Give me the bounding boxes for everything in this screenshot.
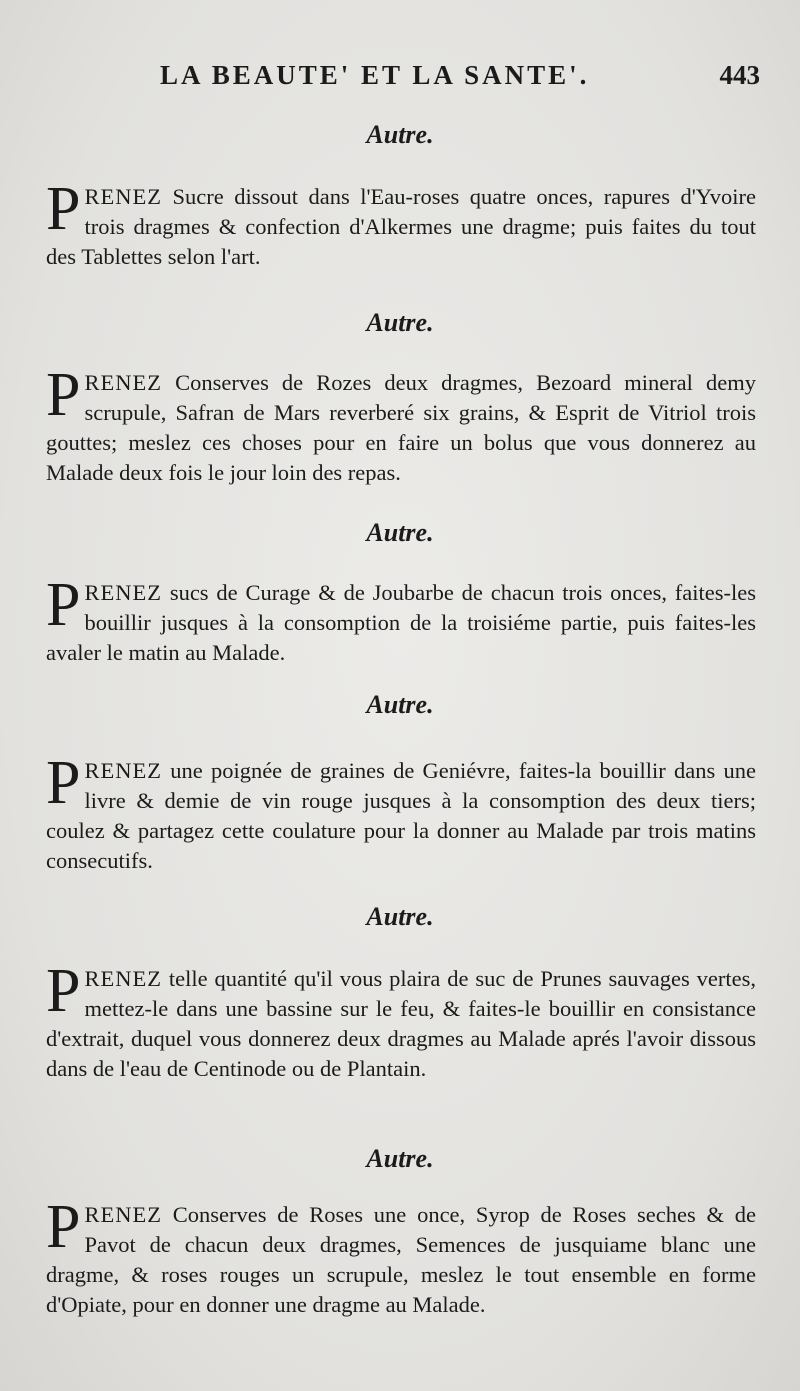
recipe-text: sucs de Curage & de Joubarbe de chacun trois onces, faites-les bouillir jusques à la consomption de la troisiéme partie, puis faites-les avaler le matin au Malade. (46, 580, 756, 665)
recipe-paragraph (46, 1193, 756, 1320)
page-number: 443 (719, 60, 760, 90)
first-word: RENEZ (84, 184, 162, 209)
recipe-heading: Autre. (366, 308, 434, 337)
drop-cap: P (46, 571, 81, 639)
drop-cap: P (46, 175, 81, 243)
recipe-heading: Autre. (366, 690, 434, 719)
recipe-heading: Autre. (366, 518, 434, 547)
drop-cap: P (46, 361, 81, 429)
recipe-heading: Autre. (366, 120, 434, 149)
recipe-text: Sucre dissout dans l'Eau-roses quatre onces, rapures d'Yvoire trois dragmes & confection d'Alkermes une dragme; puis faites du tout des Tablettes selon l'art. (46, 184, 757, 269)
drop-cap: P (46, 749, 81, 817)
recipe-paragraph (46, 749, 756, 876)
drop-cap: P (46, 1193, 81, 1261)
recipe-text: Conserves de Rozes deux dragmes, Bezoard mineral demy scrupule, Safran de Mars reverberé six grains, & Esprit de Vitriol trois gouttes; meslez ces choses pour en faire un bolus que vous donnerez au Malade deux fois le jour loin des repas. (46, 370, 757, 485)
drop-cap: P (46, 957, 81, 1025)
first-word: RENEZ (84, 1202, 162, 1227)
first-word: RENEZ (84, 966, 162, 991)
page-header (160, 60, 760, 100)
recipe-heading: Autre. (366, 1144, 434, 1173)
recipe-paragraph (46, 175, 757, 272)
recipe-paragraph (46, 957, 756, 1084)
recipe-text: telle quantité qu'il vous plaira de suc de Prunes sauvages vertes, mettez-le dans une bassine sur le feu, & faites-le bouillir en consistance d'extrait, duquel vous donnerez deux dragmes au Malade aprés l'avoir dissous dans de l'eau de Centinode ou de Plantain. (46, 966, 756, 1081)
first-word: RENEZ (84, 370, 162, 395)
first-word: RENEZ (84, 758, 162, 783)
recipe-heading: Autre. (366, 902, 434, 931)
recipe-text: Conserves de Roses une once, Syrop de Roses seches & de Pavot de chacun deux dragmes, Semences de jusquiame blanc une dragme, & roses rouges un scrupule, meslez le tout ensemble en forme d'Opiate, pour en donner une dragme au Malade. (46, 1202, 756, 1317)
recipe-paragraph (46, 361, 757, 488)
recipe-paragraph (46, 571, 756, 668)
running-title: LA BEAUTE' ET LA SANTE'. (160, 60, 590, 90)
first-word: RENEZ (84, 580, 162, 605)
recipe-text: une poignée de graines de Geniévre, faites-la bouillir dans une livre & demie de vin rouge jusques à la consomption des deux tiers; coulez & partagez cette coulature pour la donner au Malade par trois matins consecutifs. (46, 758, 756, 873)
